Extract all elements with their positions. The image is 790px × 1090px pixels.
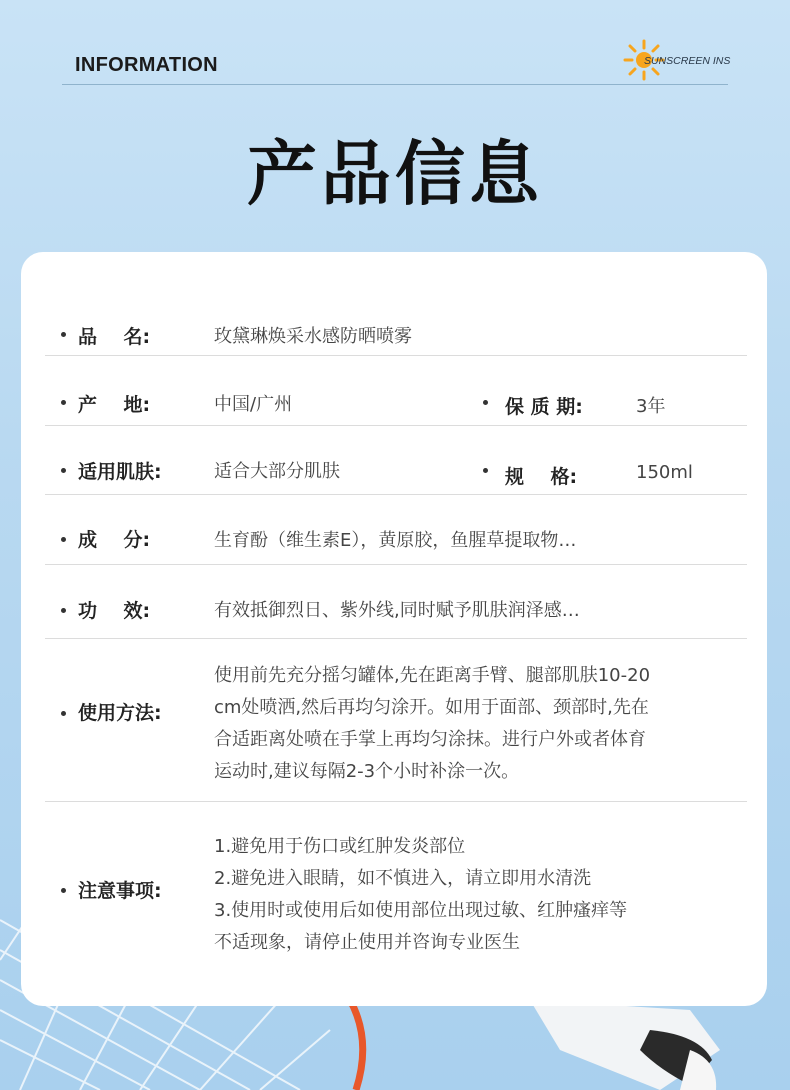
skin-value: 适合大部分肌肤 bbox=[214, 461, 340, 482]
bullet-icon bbox=[61, 888, 66, 893]
usage-line: 运动时,建议每隔2-3个小时补涂一次。 bbox=[214, 761, 520, 782]
brand-name: SUNSCREEN INS bbox=[644, 55, 731, 67]
bullet-icon bbox=[61, 400, 66, 405]
usage-line: 合适距离处喷在手掌上再均匀涂抹。进行户外或者体育 bbox=[214, 729, 646, 750]
skin-label: 适用肌肤: bbox=[78, 461, 162, 483]
brand-logo bbox=[622, 38, 742, 82]
notes-line: 不适现象，请停止使用并咨询专业医生 bbox=[214, 932, 520, 953]
shuttlecock-image bbox=[530, 1000, 720, 1090]
bullet-icon bbox=[483, 468, 488, 473]
notes-line: 3.使用时或使用后如使用部位出现过敏、红肿瘙痒等 bbox=[214, 900, 628, 921]
page-title: 产品信息 bbox=[247, 133, 543, 215]
row-divider bbox=[45, 355, 747, 356]
bullet-icon bbox=[483, 400, 488, 405]
row-divider bbox=[45, 801, 747, 802]
bullet-icon bbox=[61, 537, 66, 542]
header-divider bbox=[62, 84, 728, 85]
notes-label: 注意事项: bbox=[78, 880, 162, 902]
usage-value bbox=[214, 660, 714, 788]
racket-frame-image bbox=[350, 1000, 363, 1090]
name-label: 品 名: bbox=[78, 326, 151, 348]
row-divider bbox=[45, 638, 747, 639]
origin-label: 产 地: bbox=[78, 394, 151, 416]
ingredients-value: 生育酚（维生素E），黄原胶，鱼腥草提取物… bbox=[214, 530, 577, 551]
row-divider bbox=[45, 564, 747, 565]
notes-line: 1.避免用于伤口或红肿发炎部位 bbox=[214, 836, 466, 857]
usage-line: 使用前先充分摇匀罐体,先在距离手臂、腿部肌肤10-20 bbox=[214, 665, 651, 686]
bullet-icon bbox=[61, 468, 66, 473]
effect-value: 有效抵御烈日、紫外线,同时赋予肌肤润泽感… bbox=[214, 600, 580, 621]
shelf-life-value: 3年 bbox=[636, 396, 666, 417]
bullet-icon bbox=[61, 332, 66, 337]
bullet-icon bbox=[61, 711, 66, 716]
row-divider bbox=[45, 425, 747, 426]
notes-line: 2.避免进入眼睛，如不慎进入，请立即用水清洗 bbox=[214, 868, 592, 889]
origin-value: 中国/广州 bbox=[214, 394, 293, 415]
usage-label: 使用方法: bbox=[78, 702, 162, 724]
product-info-card bbox=[21, 252, 767, 1006]
row-divider bbox=[45, 494, 747, 495]
ingredients-label: 成 分: bbox=[78, 529, 151, 551]
notes-value bbox=[214, 831, 714, 959]
effect-label: 功 效: bbox=[78, 600, 151, 622]
name-value: 玫黛琳焕采水感防晒喷雾 bbox=[214, 326, 412, 347]
spec-value: 150ml bbox=[636, 462, 693, 483]
bullet-icon bbox=[61, 608, 66, 613]
shelf-life-label: 保 质 期: bbox=[505, 396, 583, 418]
section-label: INFORMATION bbox=[75, 54, 218, 76]
spec-label: 规 格: bbox=[505, 466, 578, 488]
usage-line: cm处喷洒,然后再均匀涂开。如用于面部、颈部时,先在 bbox=[214, 697, 649, 718]
